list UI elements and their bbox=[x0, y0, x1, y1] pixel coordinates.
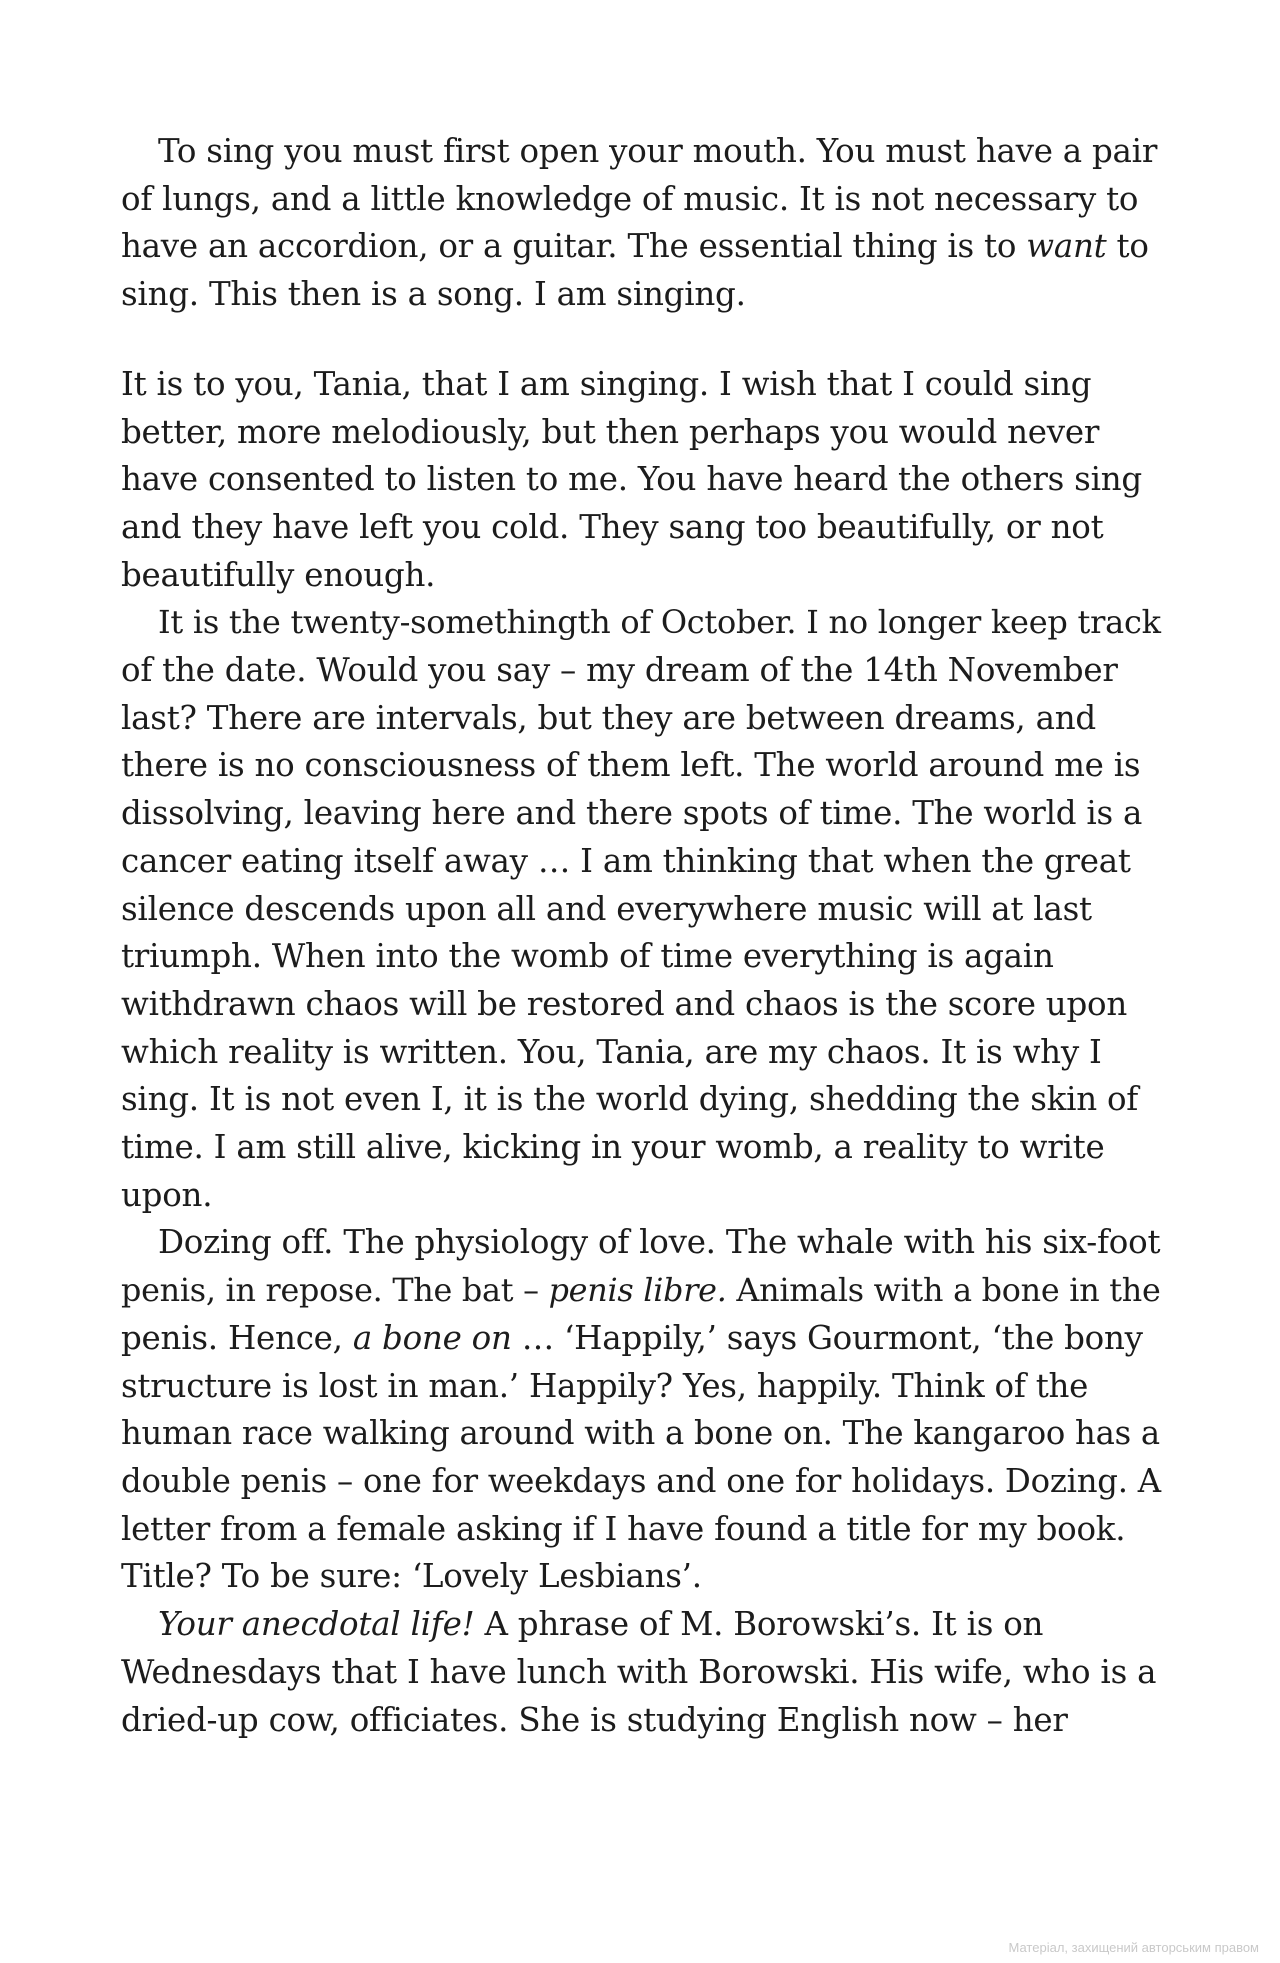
text-segment: penis, in repose. The bat – bbox=[121, 1272, 549, 1310]
text-line bbox=[121, 1553, 1161, 1601]
paragraph-gap bbox=[121, 319, 1161, 361]
text-line bbox=[121, 1506, 1161, 1554]
text-line bbox=[121, 1172, 1161, 1220]
text-segment: Dozing off. The physiology of love. The whale with his six-foot bbox=[158, 1223, 1161, 1262]
text-line bbox=[121, 1410, 1161, 1458]
text-segment: silence descends upon all and everywhere music will at last bbox=[121, 889, 1092, 928]
text-line bbox=[121, 1124, 1161, 1172]
italic-text: a bone on bbox=[352, 1318, 512, 1357]
text-line bbox=[121, 1363, 1161, 1411]
text-line bbox=[121, 504, 1161, 552]
paragraph bbox=[121, 361, 1161, 600]
text-segment: Title? To be sure: ‘Lovely Lesbians’. bbox=[121, 1557, 702, 1596]
text-segment: To sing you must first open your mouth. You must have a pair bbox=[158, 132, 1158, 170]
text-line bbox=[121, 456, 1161, 504]
copyright-watermark: Матеріал, захищений авторським правом bbox=[1008, 1940, 1259, 1955]
text-segment: It is the twenty-somethingth of October. I no longer keep track bbox=[158, 603, 1161, 642]
text-line bbox=[121, 223, 1161, 271]
text-segment: better, more melodiously, but then perhaps you would never bbox=[121, 412, 1100, 451]
text-segment: dried-up cow, officiates. She is studying English now – her bbox=[121, 1700, 1068, 1739]
text-segment: sing. It is not even I, it is the world dying, shedding the skin of bbox=[121, 1080, 1139, 1119]
text-segment: human race walking around with a bone on. The kangaroo has a bbox=[121, 1414, 1160, 1453]
text-line bbox=[121, 1601, 1161, 1649]
text-segment: cancer eating itself away … I am thinking that when the great bbox=[121, 841, 1131, 880]
paragraph bbox=[121, 128, 1161, 319]
text-segment: there is no consciousness of them left. The world around me is bbox=[121, 746, 1141, 785]
text-line bbox=[121, 1267, 1161, 1315]
text-line bbox=[121, 599, 1161, 647]
text-segment: sing. This then is a song. I am singing. bbox=[121, 275, 746, 314]
book-page-text bbox=[121, 128, 1161, 1744]
text-line bbox=[121, 1076, 1161, 1124]
text-segment: time. I am still alive, kicking in your womb, a reality to write bbox=[121, 1128, 1105, 1167]
text-line bbox=[121, 790, 1161, 838]
text-segment: withdrawn chaos will be restored and chaos is the score upon bbox=[121, 984, 1128, 1023]
paragraph bbox=[121, 599, 1161, 1219]
text-segment: structure is lost in man.’ Happily? Yes, happily. Think of the bbox=[121, 1366, 1089, 1405]
text-segment: upon. bbox=[121, 1175, 213, 1214]
paragraph bbox=[121, 1601, 1161, 1744]
text-segment: dissolving, leaving here and there spots of time. The world is a bbox=[121, 794, 1143, 833]
italic-text: Your anecdotal life! bbox=[158, 1605, 475, 1644]
text-line bbox=[121, 176, 1161, 224]
text-segment: have consented to listen to me. You have heard the others sing bbox=[121, 460, 1142, 499]
text-line bbox=[121, 1649, 1161, 1697]
italic-text: penis libre. bbox=[548, 1272, 727, 1310]
text-line bbox=[121, 1697, 1161, 1745]
text-segment: Wednesdays that I have lunch with Borowski. His wife, who is a bbox=[121, 1652, 1157, 1691]
text-line bbox=[121, 1315, 1161, 1363]
text-segment: which reality is written. You, Tania, are my chaos. It is why I bbox=[121, 1032, 1102, 1071]
text-line bbox=[121, 838, 1161, 886]
text-line bbox=[121, 128, 1161, 176]
text-line bbox=[121, 886, 1161, 934]
text-line bbox=[121, 695, 1161, 743]
text-line bbox=[121, 742, 1161, 790]
text-line bbox=[121, 409, 1161, 457]
text-segment: triumph. When into the womb of time everything is again bbox=[121, 937, 1054, 976]
text-line bbox=[121, 933, 1161, 981]
text-segment: A phrase of M. Borowski’s. It is on bbox=[474, 1605, 1044, 1644]
text-line bbox=[121, 981, 1161, 1029]
text-line bbox=[121, 647, 1161, 695]
text-line bbox=[121, 1029, 1161, 1077]
paragraph bbox=[121, 1219, 1161, 1601]
text-line bbox=[121, 271, 1161, 319]
text-segment: of the date. Would you say – my dream of the 14th November bbox=[121, 651, 1118, 690]
text-segment: of lungs, and a little knowledge of music. It is not necessary to bbox=[121, 179, 1139, 218]
text-segment: have an accordion, or a guitar. The essential thing is to bbox=[121, 227, 1027, 266]
text-segment: beautifully enough. bbox=[121, 555, 436, 594]
text-segment: penis. Hence, bbox=[121, 1318, 353, 1357]
text-segment: letter from a female asking if I have found a title for my book. bbox=[121, 1509, 1126, 1548]
text-segment: Animals with a bone in the bbox=[726, 1272, 1161, 1310]
italic-text: want bbox=[1026, 227, 1107, 266]
text-segment: … ‘Happily,’ says Gourmont, ‘the bony bbox=[511, 1318, 1143, 1357]
text-line bbox=[121, 1219, 1161, 1267]
text-line bbox=[121, 361, 1161, 409]
text-line bbox=[121, 552, 1161, 600]
text-segment: double penis – one for weekdays and one for holidays. Dozing. A bbox=[121, 1461, 1161, 1500]
text-segment: It is to you, Tania, that I am singing. I wish that I could sing bbox=[121, 364, 1092, 403]
text-segment: and they have left you cold. They sang too beautifully, or not bbox=[121, 507, 1104, 546]
text-line bbox=[121, 1458, 1161, 1506]
text-segment: last? There are intervals, but they are between dreams, and bbox=[121, 698, 1096, 737]
text-segment: to bbox=[1106, 227, 1149, 266]
